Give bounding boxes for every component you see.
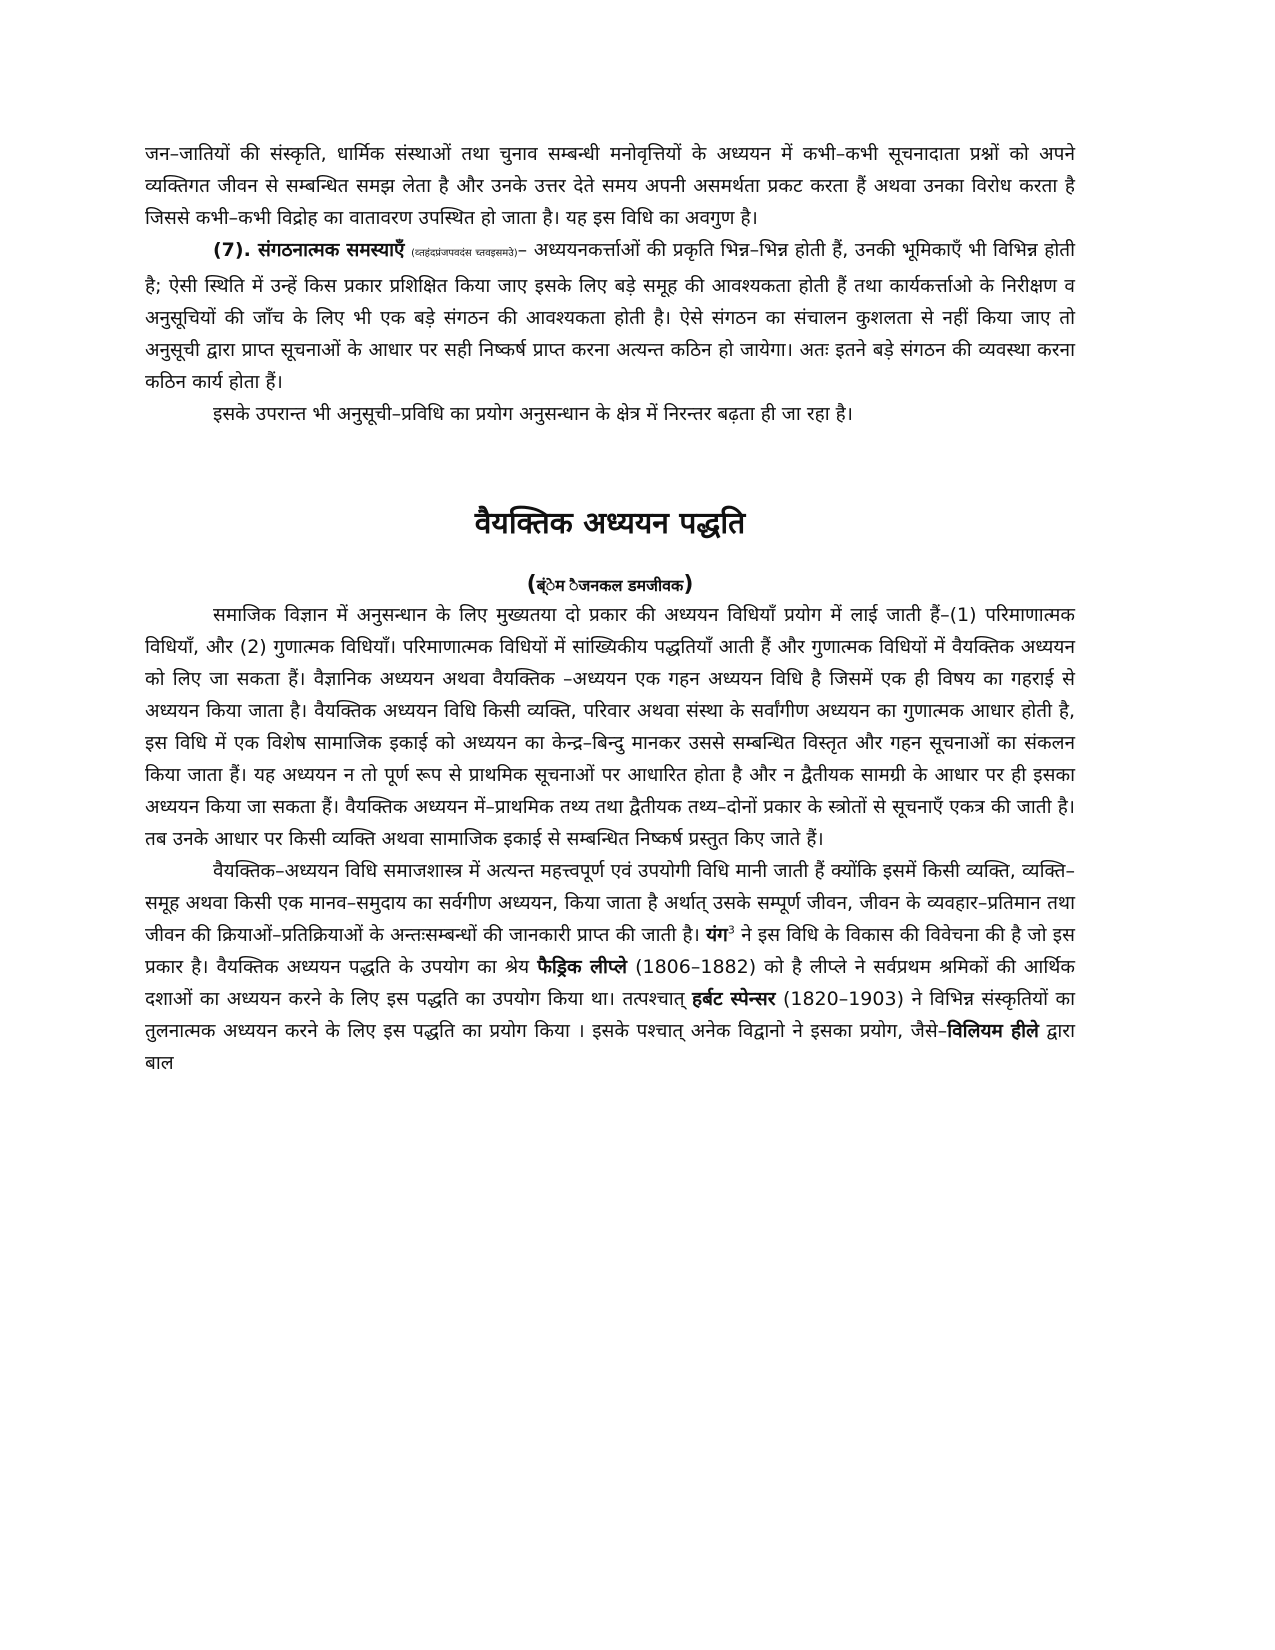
section-subtitle: (ब्ंेम ैजनकल डमजीवक) xyxy=(526,572,694,597)
section-heading-block xyxy=(145,502,1075,599)
organizational-problems-text: – अध्ययनकर्त्ताओं की प्रकृति भिन्न–भिन्न होती हैं, उनकी भूमिकाएँ भी विभिन्न होती है; ऐसी स्थिति में उन्हें किस प्रकार प्रशिक्षित किया जाए इसके लिए बड़े समूह की आवश्यकता होती हैं तथा कार्यकर्त्ताओ के निरीक्षण व अनुसूचियों की जाँच के लिए भी एक बड़े संगठन की आवश्यकता होती है। ऐसे संगठन का संचालन कुशलता से नहीं किया जाए तो अनुसूची द्वारा प्राप्त सूचनाओं के आधार पर सही निष्कर्ष प्राप्त करना अत्यन्त कठिन हो जायेगा। अतः इतने बड़े संगठन की व्यवस्था करना कठिन कार्य होता हैं। xyxy=(145,239,1075,393)
paragraph-case-study-history: वैयक्तिक–अध्ययन विधि समाजशास्त्र में अत्यन्त महत्त्वपूर्ण एवं उपयोगी विधि मानी जाती हैं क्योंकि इसमें किसी व्यक्ति, व्यक्ति–समूह अथवा किसी एक मानव–समुदाय का सर्वगीण अध्ययन, किया जाता है अर्थात् उसके सम्पूर्ण जीवन, जीवन के व्यवहार–प्रतिमान तथा जीवन की क्रियाओं–प्रतिक्रियाओं के अन्तःसम्बन्धों की जानकारी प्राप्त की जाती है। यंग$^3$ ने इस विधि के विकास की विवेचना की है जो इस प्रकार है। वैयक्तिक अध्ययन पद्धति के उपयोग का श्रेय फैड्रिक लीप्ले (1806–1882) को है लीप्ले ने सर्वप्रथम श्रमिकों की आर्थिक दशाओं का अध्ययन करने के लिए इस पद्धति का उपयोग किया था। तत्पश्चात् हर्बट स्पेन्सर (1820–1903) ने विभिन्न संस्कृतियों का तुलनात्मक अध्ययन करने के लिए इस पद्धति का प्रयोग किया । इसके पश्चात् अनेक विद्वानो ने इसका प्रयोग, जैसे–विलियम हीले द्वारा बाल xyxy=(145,860,1076,1074)
garbled-english-term: (व्तहंदप्रंजपवदंस च्तवइसमउे) xyxy=(411,248,518,259)
paragraph-tribal-culture: जन–जातियों की संस्कृति, धार्मिक संस्थाओं तथा चुनाव सम्बन्धी मनोवृत्तियों के अध्ययन में कभी–कभी सूचनादाता प्रश्नों को अपने व्यक्तिगत जीवन से सम्बन्धित समझ लेता है और उनके उत्तर देते समय अपनी असमर्थता प्रकट करता हैं अथवा उनका विरोध करता है जिससे कभी–कभी विद्रोह का वातावरण उपस्थित हो जाता है। यह इस विधि का अवगुण है। xyxy=(145,143,1075,229)
subheading-organizational-problems: (7). संगठनात्मक समस्याएँ xyxy=(213,239,405,261)
author-name-young: यंग xyxy=(706,924,728,946)
section-title: वैयक्तिक अध्ययन पद्धति xyxy=(474,506,746,541)
author-name-le-play: फैड्रिक लीप्ले xyxy=(537,956,628,978)
author-name-healy: विलियम हीले xyxy=(947,1020,1039,1042)
paragraph-study-methods: समाजिक विज्ञान में अनुसन्धान के लिए मुख्यतया दो प्रकार की अध्ययन विधियाँ प्रयोग में लाई जाती हैं–(1) परिमाणात्मक विधियाँ, और (2) गुणात्मक विधियाँ। परिमाणात्मक विधियों में सांख्यिकीय पद्धतियाँ आती हैं और गुणात्मक विधियों में वैयक्तिक अध्ययन को लिए जा सकता हैं। वैज्ञानिक अध्ययन अथवा वैयक्तिक –अध्ययन एक गहन अध्ययन विधि है जिसमें एक ही विषय का गहराई से अध्ययन किया जाता है। वैयक्तिक अध्ययन विधि किसी व्यक्ति, परिवार अथवा संस्था के सर्वांगीण अध्ययन का गुणात्मक आधार होती है, इस विधि में एक विशेष सामाजिक इकाई को अध्ययन का केन्द्र–बिन्दु मानकर उससे सम्बन्धित विस्तृत और गहन सूचनाओं का संकलन किया जाता हैं। यह अध्ययन न तो पूर्ण रूप से प्राथमिक सूचनाओं पर आधारित होता है और न द्वैतीयक सामग्री के आधार पर ही इसका अध्ययन किया जा सकता हैं। वैयक्तिक अध्ययन में–प्राथमिक तथ्य तथा द्वैतीयक तथ्य–दोनों प्रकार के स्त्रोतों से सूचनाएँ एकत्र की जाती है। तब उनके आधार पर किसी व्यक्ति अथवा सामाजिक इकाई से सम्बन्धित निष्कर्ष प्रस्तुत किए जाते हैं। xyxy=(145,604,1075,850)
author-name-spencer: हर्बट स्पेन्सर xyxy=(692,988,776,1010)
paragraph-schedule-usage: इसके उपरान्त भी अनुसूची–प्रविधि का प्रयोग अनुसन्धान के क्षेत्र में निरन्तर बढ़ता ही जा रहा है। xyxy=(213,403,853,425)
section-subtitle-text: ब्ंेम ैजनकल डमजीवक xyxy=(536,576,684,595)
paragraph-organizational-problems xyxy=(145,234,1075,398)
footnote-marker: 3 xyxy=(727,923,735,937)
